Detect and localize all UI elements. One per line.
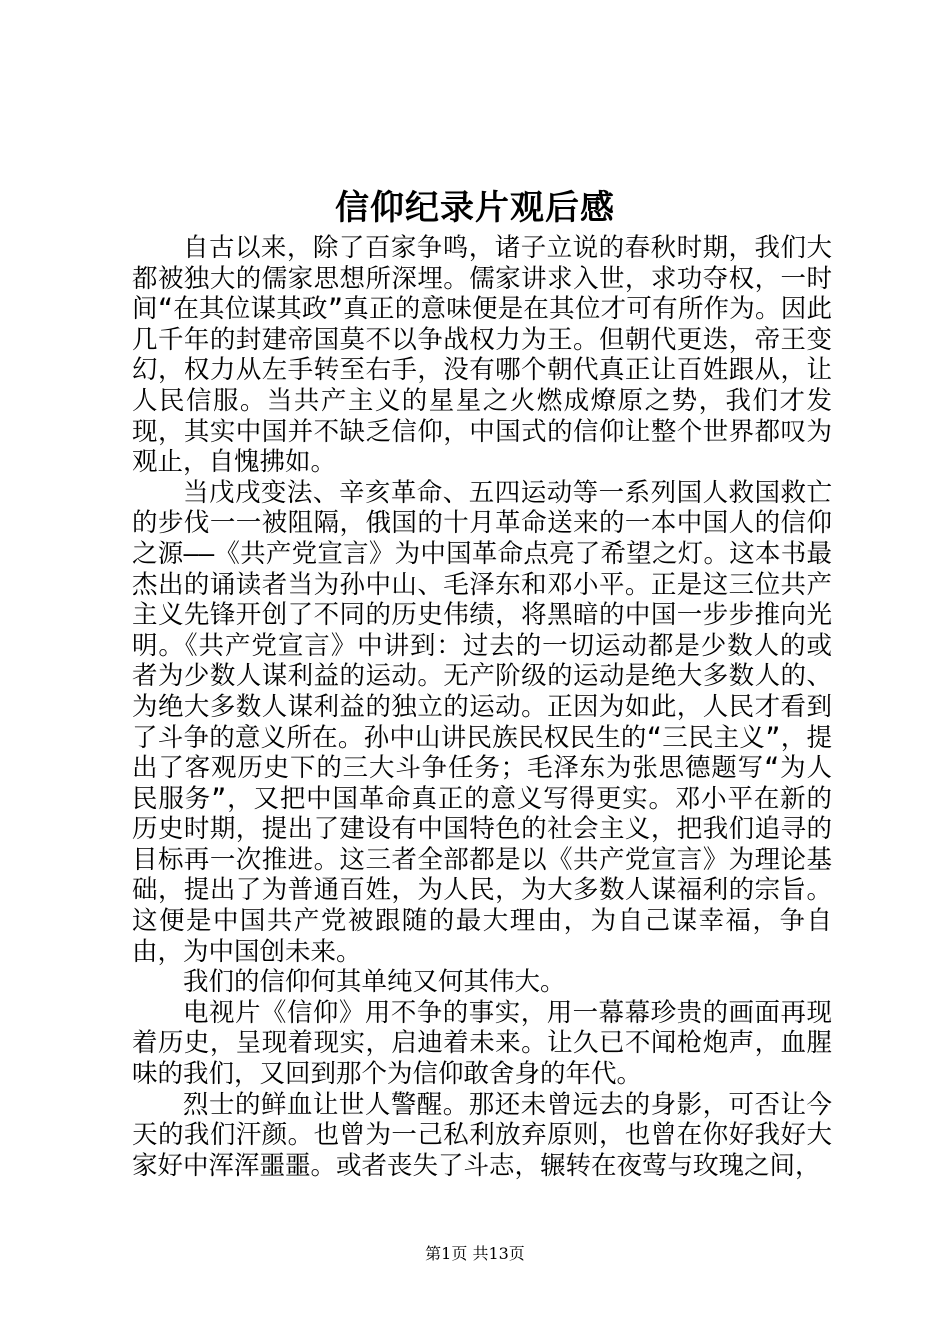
page-footer: 第1页 共13页 [425, 1244, 525, 1263]
paragraph-1: 自古以来，除了百家争鸣，诸子立说的春秋时期，我们大都被独大的儒家思想所深埋。儒家讲求入世，求功夺权，一时间“在其位谋其政”真正的意味便是在其位才可有所作为。因此几千年的封建帝国莫不以争战权力为王。但朝代更迭，帝王变幻，权力从左手转至右手，没有哪个朝代真正让百姓跟从，让人民信服。当共产主义的星星之火燃成燎原之势，我们才发现，其实中国并不缺乏信仰，中国式的信仰让整个世界都叹为观止，自愧拂如。 [132, 233, 832, 478]
paragraph-4: 电视片《信仰》用不争的事实，用一幕幕珍贵的画面再现着历史，呈现着现实，启迪着未来。让久已不闻枪炮声，血腥味的我们，又回到那个为信仰敢舍身的年代。 [132, 997, 832, 1090]
document-body [132, 233, 832, 1181]
paragraph-2: 当戊戌变法、辛亥革命、五四运动等一系列国人救国救亡的步伐一一被阻隔，俄国的十月革命送来的一本中国人的信仰之源——《共产党宣言》为中国革命点亮了希望之灯。这本书最杰出的诵读者当为孙中山、毛泽东和邓小平。正是这三位共产主义先锋开创了不同的历史伟绩，将黑暗的中国一步步推向光明。《共产党宣言》中讲到：过去的一切运动都是少数人的或者为少数人谋利益的运动。无产阶级的运动是绝大多数人的、为绝大多数人谋利益的独立的运动。正因为如此，人民才看到了斗争的意义所在。孙中山讲民族民权民生的“三民主义”，提出了客观历史下的三大斗争任务；毛泽东为张思德题写“为人民服务”，又把中国革命真正的意义写得更实。邓小平在新的历史时期，提出了建设有中国特色的社会主义，把我们追寻的目标再一次推进。这三者全部都是以《共产党宣言》为理论基础，提出了为普通百姓，为人民，为大多数人谋福利的宗旨。这便是中国共产党被跟随的最大理由，为自己谋幸福，争自由，为中国创未来。 [132, 477, 832, 967]
document-title: 信仰纪录片观后感 [335, 188, 615, 228]
paragraph-5: 烈士的鲜血让世人警醒。那还未曾远去的身影，可否让今天的我们汗颜。也曾为一己私利放弃原则，也曾在你好我好大家好中浑浑噩噩。或者丧失了斗志，辗转在夜莺与玫瑰之间， [132, 1089, 832, 1181]
paragraph-3: 我们的信仰何其单纯又何其伟大。 [183, 967, 566, 998]
